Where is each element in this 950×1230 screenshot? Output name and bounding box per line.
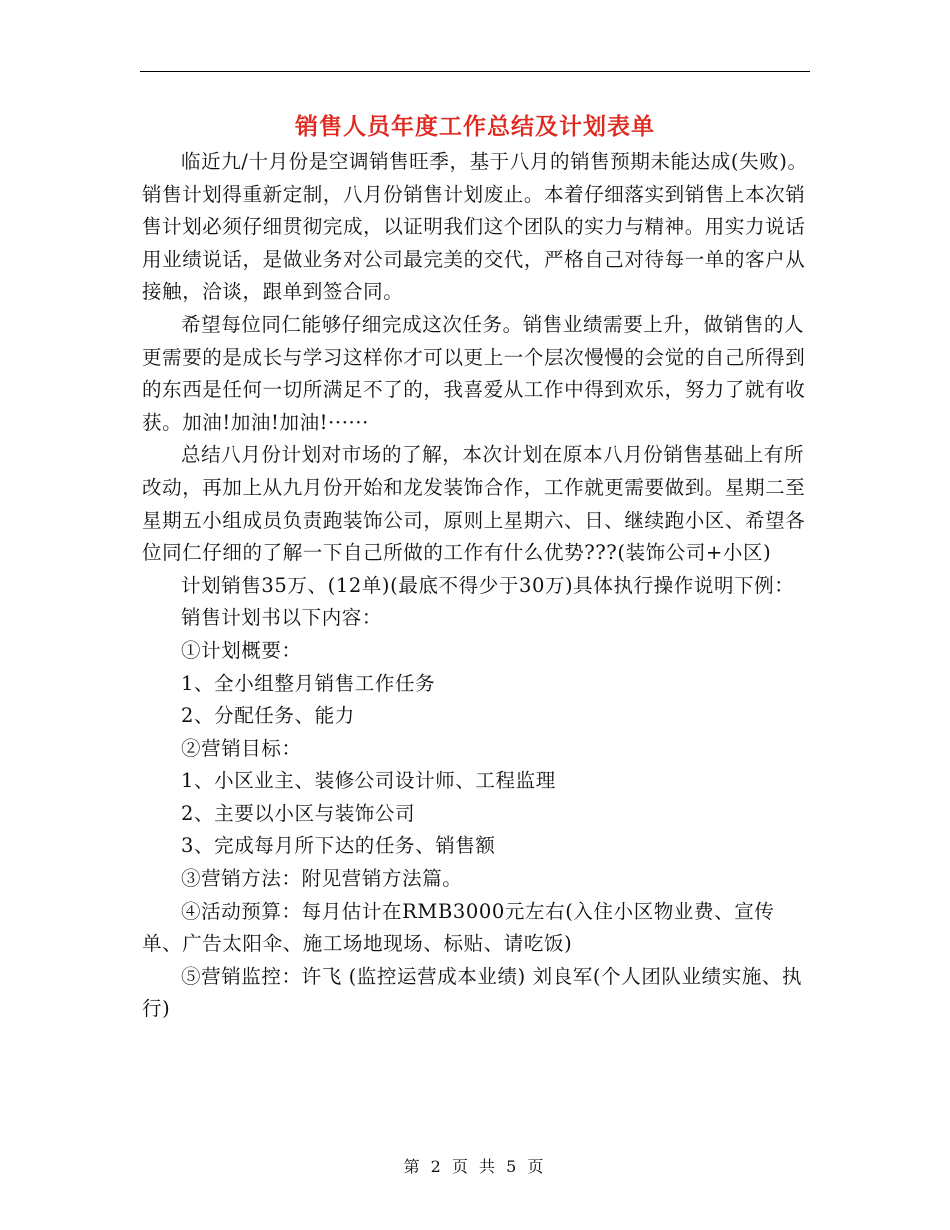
paragraph: ⑤营销监控：许飞 (监控运营成本业绩) 刘良军(个人团队业绩实施、执行) — [142, 964, 803, 1021]
header-rule — [140, 71, 810, 72]
paragraph: 希望每位同仁能够仔细完成这次任务。销售业绩需要上升，做销售的人更需要的是成长与学习这样你才可以更上一个层次慢慢的会觉的自己所得到的东西是任何一切所满足不了的，我喜爱从工作中得到欢乐，努力了就有收获。加油!加油!加油!······ — [142, 312, 806, 434]
paragraph: 总结八月份计划对市场的了解，本次计划在原本八月份销售基础上有所改动，再加上从九月份开始和龙发装饰合作，工作就更需要做到。星期二至星期五小组成员负责跑装饰公司，原则上星期六、日、继续跑小区、希望各位同仁仔细的了解一下自己所做的工作有什么优势???(装饰公司+小区) — [142, 443, 806, 565]
list-item: 销售计划书以下内容： — [181, 606, 383, 630]
list-item: 2、分配任务、能力 — [181, 704, 355, 728]
paragraph: 临近九/十月份是空调销售旺季，基于八月的销售预期未能达成(失败)。销售计划得重新定制，八月份销售计划废止。本着仔细落实到销售上本次销售计划必须仔细贯彻完成，以证明我们这个团队的实力与精神。用实力说话用业绩说话，是做业务对公司最完美的交代，严格自己对待每一单的客户从接触，洽谈，跟单到签合同。 — [142, 150, 808, 304]
list-item: ②营销目标： — [181, 736, 302, 760]
list-item: ③营销方法：附见营销方法篇。 — [181, 867, 463, 891]
list-item: 1、小区业主、装修公司设计师、工程监理 — [181, 769, 556, 793]
paragraph: 计划销售35万、(12单)(最底不得少于30万)具体执行操作说明下例： — [181, 573, 795, 597]
document-title: 销售人员年度工作总结及计划表单 — [295, 114, 655, 140]
list-item: 3、完成每月所下达的任务、销售额 — [181, 834, 496, 858]
document-body — [142, 146, 810, 1026]
list-item: 1、全小组整月销售工作任务 — [181, 671, 436, 695]
list-item: ①计划概要： — [181, 638, 302, 662]
page-number-footer: 第 2 页 共 5 页 — [403, 1157, 547, 1176]
paragraph: ④活动预算：每月估计在RMB3000元左右(入住小区物业费、宣传单、广告太阳伞、施工场地现场、标贴、请吃饭) — [142, 899, 775, 956]
list-item: 2、主要以小区与装饰公司 — [181, 801, 416, 825]
